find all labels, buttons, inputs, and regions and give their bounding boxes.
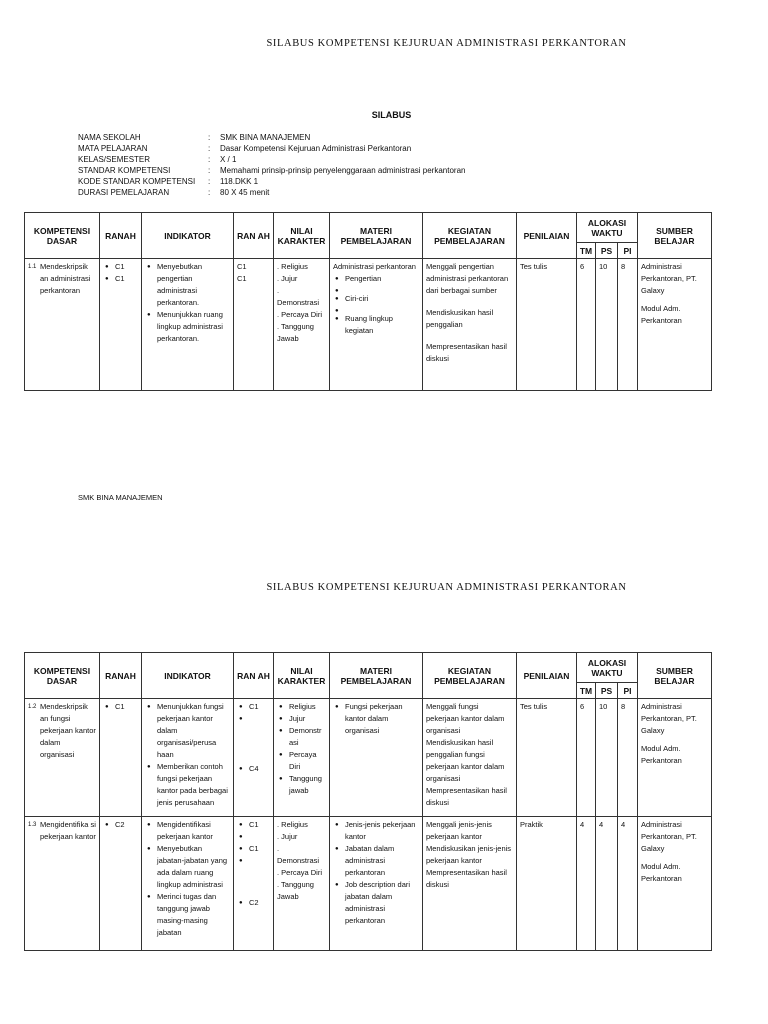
header-ranah-2: RAN AH <box>234 653 274 699</box>
kompetensi-dasar: Mengidentifika si pekerjaan kantor <box>40 820 96 841</box>
nilai-item: . Percaya Diri <box>277 868 323 877</box>
ranah-item: ● C2 <box>115 819 138 831</box>
sumber-item: Administrasi Perkantoran, PT. Galaxy <box>641 702 697 735</box>
pi-value: 8 <box>618 259 638 391</box>
header-ps: PS <box>596 243 618 259</box>
syllabus-table-2 <box>24 652 712 951</box>
header-nilai: NILAI KARAKTER <box>274 213 330 259</box>
tm-value: 6 <box>577 259 596 391</box>
kegiatan-item: Mendiskusikan hasil penggalian fungsi pekerjaan kantor dalam organisasi <box>426 738 505 783</box>
ranah-item: ● C1 <box>115 273 138 285</box>
nilai-item: . Tanggung Jawab <box>277 322 314 343</box>
kegiatan-item: Menggali fungsi pekerjaan kantor dalam organisasi <box>426 702 505 735</box>
kegiatan-item: Mempresentasikan hasil diskusi <box>426 342 507 363</box>
kegiatan-item: Mempresentasikan hasil diskusi <box>426 868 507 889</box>
sumber-item: Modul Adm. Perkantoran <box>641 744 682 765</box>
meta-row: STANDAR KOMPETENSI : Memahami prinsip-prinsip penyelenggaraan administrasi perkantoran <box>78 166 466 175</box>
materi-item: ● Pengertian <box>345 273 419 285</box>
nilai-item: . Jujur <box>277 274 298 283</box>
nilai-item: ● Jujur <box>289 713 326 725</box>
kegiatan-item: Mendiskusikan hasil penggalian <box>426 308 494 329</box>
indikator-item: ● Mengidentifikasi pekerjaan kantor <box>157 819 230 843</box>
table-row <box>25 259 712 391</box>
sumber-item: Administrasi Perkantoran, PT. Galaxy <box>641 820 697 853</box>
table-row <box>25 817 712 951</box>
materi-item: ● Jabatan dalam administrasi perkantoran <box>345 843 419 879</box>
header-kegiatan: KEGIATAN PEMBELAJARAN <box>423 213 517 259</box>
indikator-item: ● Merinci tugas dan tanggung jawab masing-masing jabatan <box>157 891 230 939</box>
materi-item: ● Ruang lingkup kegiatan <box>345 313 419 337</box>
header-materi: MATERI PEMBELAJARAN <box>330 213 423 259</box>
spacer <box>426 331 513 341</box>
nilai-item: ● Demonstr asi <box>289 725 326 749</box>
tm-value: 4 <box>577 817 596 951</box>
meta-row: KELAS/SEMESTER : X / 1 <box>78 155 237 164</box>
header-kompetensi: KOMPETENSI DASAR <box>25 213 100 259</box>
kd-number: 1.3 <box>28 822 37 828</box>
spacer <box>345 285 419 293</box>
header-sumber: SUMBER BELAJAR <box>638 213 712 259</box>
school-info <box>78 132 465 198</box>
penilaian: Praktik <box>517 817 577 951</box>
ranah-value: ● C4 <box>249 763 270 775</box>
kegiatan-item: Menggali pengertian administrasi perkantoran dari berbagai sumber <box>426 262 509 295</box>
nilai-item: ● Percaya Diri <box>289 749 326 773</box>
kd-number: 1.1 <box>28 264 37 270</box>
silabus-heading: SILABUS <box>371 110 412 120</box>
header-indikator: INDIKATOR <box>142 213 234 259</box>
kompetensi-dasar: Mendeskripsik an fungsi pekerjaan kantor dalam organisasi <box>40 702 96 759</box>
nilai-item: . Tanggung Jawab <box>277 880 314 901</box>
header-kompetensi: KOMPETENSI DASAR <box>25 653 100 699</box>
spacer <box>426 297 513 307</box>
header-penilaian: PENILAIAN <box>517 653 577 699</box>
header-ranah-2: RAN AH <box>234 213 274 259</box>
ps-value: 10 <box>596 259 618 391</box>
header-ranah: RANAH <box>100 653 142 699</box>
ranah-value: ● C1 <box>249 843 270 855</box>
ranah-value: ● C1 <box>249 701 270 713</box>
header-pi: PI <box>618 243 638 259</box>
meta-row: NAMA SEKOLAH : SMK BINA MANAJEMEN <box>78 133 311 142</box>
ranah-value: ● C2 <box>249 897 270 909</box>
ps-value: 10 <box>596 699 618 817</box>
syllabus-table-1 <box>24 212 712 391</box>
nilai-item: ● Tanggung jawab <box>289 773 326 797</box>
header-materi: MATERI PEMBELAJARAN <box>330 653 423 699</box>
document-title: SILABUS KOMPETENSI KEJURUAN ADMINISTRASI PERKANTORAN <box>266 582 627 593</box>
sumber-item: Modul Adm. Perkantoran <box>641 304 682 325</box>
meta-row: DURASI PEMELAJARAN : 80 X 45 menit <box>78 188 270 197</box>
nilai-item: . Percaya Diri <box>277 310 323 319</box>
header-sumber: SUMBER BELAJAR <box>638 653 712 699</box>
nilai-item: . Religius <box>277 262 308 271</box>
nilai-item: . <box>277 286 280 295</box>
footer-school-name: SMK BINA MANAJEMEN <box>78 493 163 502</box>
header-nilai: NILAI KARAKTER <box>274 653 330 699</box>
ranah-item: ● C1 <box>115 261 138 273</box>
nilai-item: . Religius <box>277 820 308 829</box>
penilaian: Tes tulis <box>517 259 577 391</box>
pi-value: 4 <box>618 817 638 951</box>
header-tm: TM <box>577 243 596 259</box>
header-alokasi: ALOKASI WAKTU <box>577 213 638 243</box>
header-pi: PI <box>618 683 638 699</box>
spacer <box>249 855 270 897</box>
kegiatan-item: Mendiskusikan jenis-jenis pekerjaan kantor <box>426 844 512 865</box>
header-tm: TM <box>577 683 596 699</box>
nilai-item: . <box>277 844 280 853</box>
meta-row: MATA PELAJARAN : Dasar Kompetensi Kejuruan Administrasi Perkantoran <box>78 144 412 153</box>
indikator-item: ● Menunjukkan ruang lingkup administrasi perkantoran. <box>157 309 230 345</box>
indikator-item: ● Memberikan contoh fungsi pekerjaan kantor pada berbagai jenis perusahaan <box>157 761 230 809</box>
header-alokasi: ALOKASI WAKTU <box>577 653 638 683</box>
indikator-item: ● Menyebutkan jabatan-jabatan yang ada dalam ruang lingkup administrasi <box>157 843 230 891</box>
ps-value: 4 <box>596 817 618 951</box>
table-row <box>25 699 712 817</box>
kegiatan-item: Menggali jenis-jenis pekerjaan kantor <box>426 820 492 841</box>
nilai-item: Demonstrasi <box>277 856 320 865</box>
sumber-item: Modul Adm. Perkantoran <box>641 862 682 883</box>
kompetensi-dasar: Mendeskripsik an administrasi perkantoran <box>40 262 91 295</box>
indikator-item: ● Menunjukkan fungsi pekerjaan kantor dalam organisasi/perusa haan <box>157 701 230 761</box>
materi-item: ● Job description dari jabatan dalam administrasi perkantoran <box>345 879 419 927</box>
ranah-value: C1 <box>237 274 247 283</box>
penilaian: Tes tulis <box>517 699 577 817</box>
meta-row: KODE STANDAR KOMPETENSI : 118.DKK 1 <box>78 177 259 186</box>
document-title: SILABUS KOMPETENSI KEJURUAN ADMINISTRASI PERKANTORAN <box>266 38 627 49</box>
nilai-item: . Jujur <box>277 832 298 841</box>
materi-item: ● Jenis-jenis pekerjaan kantor <box>345 819 419 843</box>
header-indikator: INDIKATOR <box>142 653 234 699</box>
materi-item: ● Fungsi pekerjaan kantor dalam organisasi <box>345 701 419 737</box>
spacer <box>249 831 270 843</box>
header-ps: PS <box>596 683 618 699</box>
header-penilaian: PENILAIAN <box>517 213 577 259</box>
ranah-value: C1 <box>237 262 247 271</box>
tm-value: 6 <box>577 699 596 817</box>
nilai-item: ● Religius <box>289 701 326 713</box>
kd-number: 1.2 <box>28 704 37 710</box>
indikator-item: ● Menyebutkan pengertian administrasi perkantoran. <box>157 261 230 309</box>
spacer <box>345 305 419 313</box>
header-ranah: RANAH <box>100 213 142 259</box>
sumber-item: Administrasi Perkantoran, PT. Galaxy <box>641 262 697 295</box>
header-kegiatan: KEGIATAN PEMBELAJARAN <box>423 653 517 699</box>
nilai-item: Demonstrasi <box>277 298 320 307</box>
ranah-value: ● C1 <box>249 819 270 831</box>
spacer <box>249 713 270 763</box>
ranah-item: ● C1 <box>115 701 138 713</box>
kegiatan-item: Mempresentasikan hasil diskusi <box>426 786 507 807</box>
pi-value: 8 <box>618 699 638 817</box>
materi-intro: Administrasi perkantoran <box>333 262 416 271</box>
materi-item: ● Ciri-ciri <box>345 293 419 305</box>
